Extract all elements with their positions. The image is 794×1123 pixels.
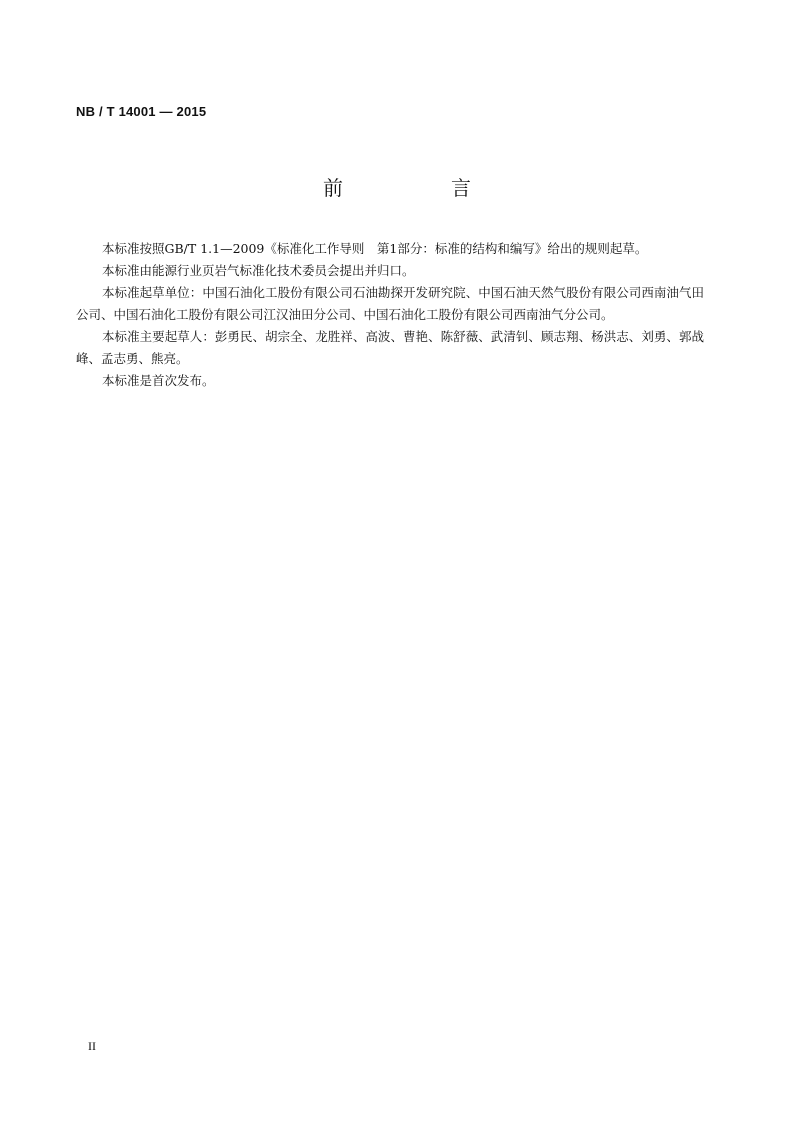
paragraph-first-release: 本标准是首次发布。 <box>102 373 215 388</box>
paragraph-drafters: 本标准主要起草人：彭勇民、胡宗全、龙胜祥、高波、曹艳、陈舒薇、武清钊、顾志翔、杨洪志、刘勇、郭战峰、孟志勇、熊亮。 <box>76 329 704 366</box>
standard-code: NB / T 14001 — 2015 <box>76 104 207 119</box>
page-number: II <box>88 1039 96 1053</box>
paragraph-drafting-rules: 本标准按照GB/T 1.1—2009《标准化工作导则 第1部分：标准的结构和编写》给出的规则起草。 <box>102 241 648 256</box>
paragraph-drafting-units: 本标准起草单位：中国石油化工股份有限公司石油勘探开发研究院、中国石油天然气股份有限公司西南油气田公司、中国石油化工股份有限公司江汉油田分公司、中国石油化工股份有限公司西南油气分公司。 <box>76 285 704 322</box>
paragraph-proposer: 本标准由能源行业页岩气标准化技术委员会提出并归口。 <box>102 263 415 278</box>
page-title: 前 言 <box>323 176 515 200</box>
foreword-body <box>76 238 704 392</box>
